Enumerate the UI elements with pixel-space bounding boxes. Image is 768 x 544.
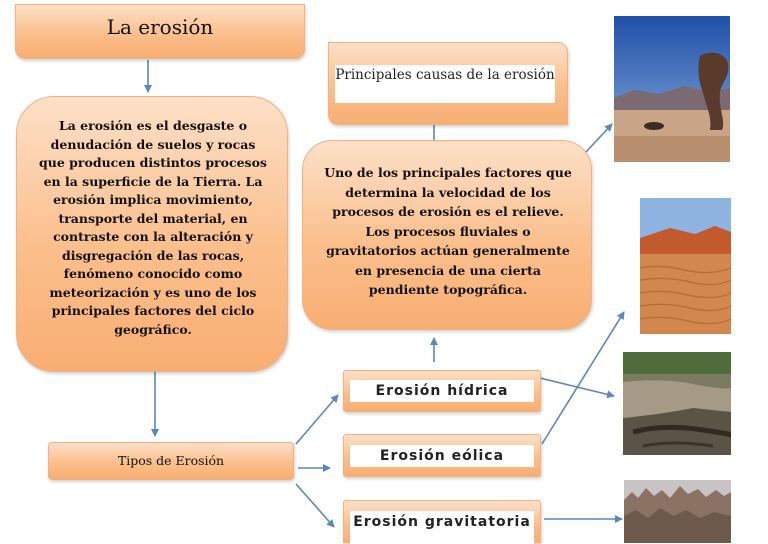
causes-box: [328, 42, 568, 125]
type-box-gravitatoria: [343, 500, 541, 543]
arrow-types-to-gravitatoria: [296, 484, 334, 527]
arrow-eolica-to-photo-2: [542, 312, 624, 444]
definition-box: [16, 96, 288, 372]
definition-text: La erosión es el desgaste o denudación de suelos y rocas que producen distintos procesos en la superficie de la Tierra. La erosión implica movimiento, transporte del material, en contraste con la alteración y disgregación de las rocas, fenómeno conocido como meteorización y es uno de los principales factores del ciclo geográfico.: [39, 118, 267, 337]
photo-rock-formations: [624, 480, 731, 543]
type-box-eolica: [343, 434, 541, 477]
types-box: [48, 442, 294, 480]
title-text: La erosión: [106, 15, 214, 39]
factors-box: [302, 140, 592, 330]
factors-text: Uno de los principales factores que determina la velocidad de los procesos de erosión es el relieve. Los procesos fluviales o gravitatorios actúan generalmente en presencia de una cierta pendiente topográfica.: [324, 165, 572, 297]
title-box: [15, 4, 305, 59]
arrow-factors-to-photo-1: [586, 124, 612, 152]
type-label-eolica: Erosión eólica: [350, 445, 534, 467]
causes-label: Principales causas de la erosión: [335, 65, 555, 103]
photo-sand-dunes: [640, 198, 731, 334]
types-label: Tipos de Erosión: [117, 453, 225, 468]
type-label-gravitatoria: Erosión gravitatoria: [350, 511, 534, 544]
type-label-hidrica: Erosión hídrica: [350, 380, 534, 402]
arrow-types-to-hidrica: [296, 395, 338, 444]
type-box-hidrica: [343, 370, 541, 412]
photo-water-gully: [623, 352, 731, 455]
photo-desert-rock: [614, 16, 730, 162]
